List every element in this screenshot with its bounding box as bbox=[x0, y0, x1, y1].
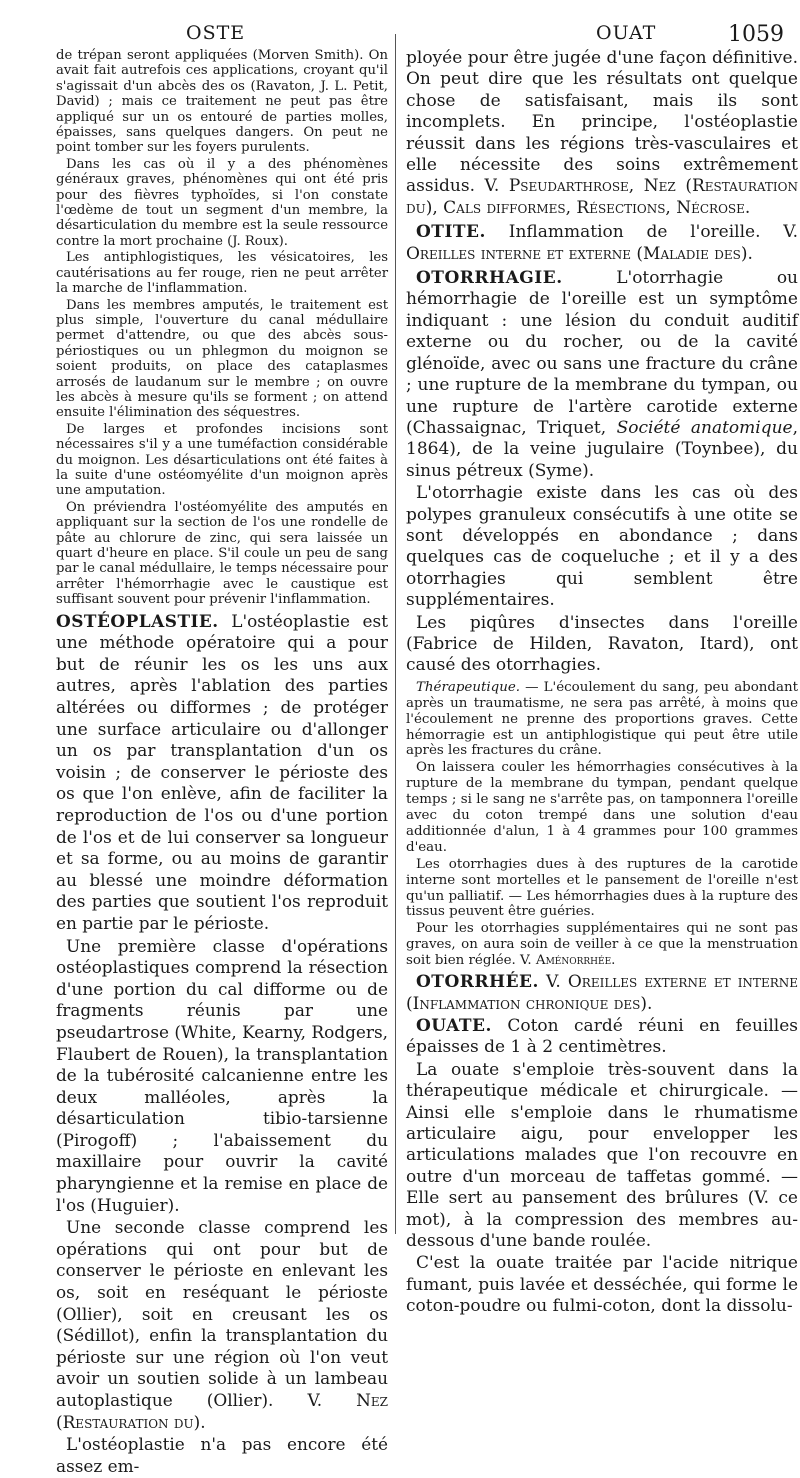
paragraph: L'ostéoplastie n'a pas encore été assez em- bbox=[56, 1434, 388, 1476]
entry-ouate bbox=[406, 1016, 798, 1059]
right-column bbox=[406, 48, 798, 1319]
cross-reference: Pseudarthrose, Nez (Restauration du), Cals difformes, Résections, Nécrose. bbox=[406, 176, 798, 218]
paragraph-text: Une seconde classe comprend les opérations qui ont pour but de conserver le périoste en enlevant les os, soit en reséquant le périoste (Ollier), soit en creusant les os (Sédillot), enfin la transplantation du périoste sur une région où l'on veut avoir un soutien solide à un lambeau autoplastique (Ollier). V. bbox=[56, 1217, 388, 1410]
page-number: 1059 bbox=[728, 22, 784, 47]
paragraph: De larges et profondes incisions sont nécessaires s'il y a une tuméfaction considérable du moignon. Les désarticulations ont été faites à la suite d'une ostéomyélite d'un moignon après une amputation. bbox=[56, 421, 388, 499]
entry-headword: OUATE. bbox=[416, 1015, 492, 1036]
column-divider bbox=[395, 34, 396, 1234]
header-right-keyword: OUAT bbox=[596, 22, 657, 44]
entry-headword: OTORRHAGIE. bbox=[416, 268, 563, 289]
cross-reference: Nez (Restauration du). bbox=[56, 1390, 388, 1432]
paragraph: On préviendra l'ostéomyélite des amputés en appliquant sur la section de l'os une rondelle de pâte au chlorure de zinc, qui sera laissée un quart d'heure en place. S'il coule un peu de sang par le canal médullaire, le temps nécessaire pour arrêter l'hémorrhagie avec le caustique est suffisant souvent pour prévenir l'inflammation. bbox=[56, 499, 388, 608]
entry-text: Coton cardé réuni en feuilles épaisses de 1 à 2 centimètres. bbox=[406, 1015, 798, 1058]
cross-reference: Oreilles externe et interne (Inflammation chronique des). bbox=[406, 972, 798, 1014]
paragraph: La ouate s'emploie très-souvent dans la thérapeutique médicale et chirurgicale. — Ainsi elle s'emploie dans le rhumatisme articulaire aigu, pour envelopper les articulations malades que l'on recouvre en outre d'un morceau de taffetas gommé. — Elle sert au pansement des brûlures (V. ce mot), à la compression des membres au-dessous d'une bande roulée. bbox=[406, 1059, 798, 1251]
paragraph: L'otorrhagie existe dans les cas où des polypes granuleux consécutifs à une otite se sont développés en abondance ; dans quelques cas de coqueluche ; et il y a des otorrhagies qui semblent être supplémentaires. bbox=[406, 483, 798, 611]
paragraph: Les piqûres d'insectes dans l'oreille (Fabrice de Hilden, Ravaton, Itard), ont causé des otorrhagies. bbox=[406, 612, 798, 676]
therapeutique-paragraph bbox=[406, 680, 798, 760]
header-left-keyword: OSTE bbox=[186, 22, 246, 44]
entry-text: L'otorrhagie ou hémorrhagie de l'oreille est un symptôme indiquant : une lésion du conduit auditif externe ou du rocher, ou de la cavité glénoïde, avec ou sans une fracture du crâne ; une rupture de la membrane du tympan, ou une rupture de l'artère carotide externe (Chassaignac, Triquet, bbox=[406, 268, 798, 438]
left-column bbox=[56, 48, 388, 1478]
right-large-text-block bbox=[406, 48, 798, 677]
entry-osteoplastie bbox=[56, 611, 388, 935]
paragraph: Les otorrhagies dues à des ruptures de la carotide interne sont mortelles et le pansement de l'oreille n'est qu'un palliatif. — Les hémorrhagies dues à la rupture des tissus peuvent être guéries. bbox=[406, 856, 798, 920]
paragraph bbox=[56, 1217, 388, 1433]
paragraph: Les antiphlogistiques, les vésicatoires, les cautérisations au fer rouge, rien ne peut arrêter la marche de l'inflammation. bbox=[56, 250, 388, 297]
paragraph: Une première classe d'opérations ostéoplastiques comprend la résection d'une portion du cal difforme ou de fragments réunis par une pseudartrose (White, Kearny, Rodgers, Flaubert de Rouen), la transplantation de la tubérosité calcanienne entre les deux malléoles, après la désarticulation tibio-tarsienne (Pirogoff) ; l'abaissement du maxillaire pour ouvrir la cavité pharyngienne et la remise en place de l'os (Huguier). bbox=[56, 935, 388, 1215]
paragraph: Dans les membres amputés, le traitement est plus simple, l'ouverture du canal médullaire permet d'attendre, ou que des abcès sous-périostiques ou un phlegmon du moignon se soient produits, on place des cataplasmes arrosés de laudanum sur le membre ; on ouvre les abcès à mesure qu'ils se forment ; on attend ensuite l'élimination des séquestres. bbox=[56, 297, 388, 421]
cross-reference: Aménorrhée. bbox=[535, 953, 616, 969]
right-small-text-block bbox=[406, 680, 798, 969]
italic-citation: Société anatomique bbox=[616, 417, 793, 438]
entry-text: L'ostéoplastie est une méthode opératoire qui a pour but de réunir les os les uns aux autres, après l'ablation des parties altérées ou difformes ; de protéger une surface articulaire ou d'allonger un os par transplantation d'un os voisin ; de conserver le périoste des os que l'on enlève, afin de faciliter la reproduction de l'os ou d'une portion de l'os et de lui conserver sa longueur et sa forme, ou au moins de garantir au blessé une moindre déformation des parties que soutient l'os reproduit en partie par le périoste. bbox=[56, 610, 389, 933]
entry-otorrhee bbox=[406, 972, 798, 1015]
entry-headword: OSTÉOPLASTIE. bbox=[56, 610, 219, 631]
right-large-text-block-2 bbox=[406, 972, 798, 1318]
entry-headword: OTITE. bbox=[416, 222, 486, 243]
paragraph-text: Pour les otorrhagies supplémentaires qui ne sont pas graves, on aura soin de veiller à ce que la menstruation soit bien réglée. V. bbox=[406, 921, 798, 969]
paragraph bbox=[406, 921, 798, 969]
running-header bbox=[56, 0, 796, 48]
paragraph: C'est la ouate traitée par l'acide nitrique fumant, puis lavée et desséchée, qui forme le coton-poudre ou fulmi-coton, dont la dissolu- bbox=[406, 1253, 798, 1317]
entry-otorrhagie bbox=[406, 268, 798, 482]
left-small-text-block bbox=[56, 48, 388, 608]
entry-text: V. bbox=[546, 972, 561, 993]
left-large-text-block bbox=[56, 611, 388, 1478]
entry-headword: OTORRHÉE. bbox=[416, 972, 539, 993]
paragraph: de trépan seront appliquées (Morven Smith). On avait fait autrefois ces applications, croyant qu'il s'agissait d'un abcès des os (Ravaton, J. L. Petit, David) ; mais ce traitement ne peut pas être appliqué sur un os entouré de parties molles, épaisses, sans quelques dangers. On peut ne point tomber sur les foyers purulents. bbox=[56, 48, 388, 156]
paragraph bbox=[406, 48, 798, 219]
cross-reference: Oreilles interne et externe (Maladie des). bbox=[406, 243, 753, 264]
paragraph: On laissera couler les hémorrhagies consécutives à la rupture de la membrane du tympan, pendant quelque temps ; si le sang ne s'arrête pas, on tamponnera l'oreille avec du coton trempé dans une solution d'eau additionnée d'alun, 1 à 4 grammes pour 100 grammes d'eau. bbox=[406, 760, 798, 855]
section-label: Thérapeutique. bbox=[416, 679, 521, 695]
paragraph-text: — L'écoulement du sang, peu abondant après un traumatisme, ne sera pas arrêté, à moins que l'écoulement ne prenne des proportions graves. Cette hémorragie est un antiphlogistique qui peut être utile après les fractures du crâne. bbox=[406, 679, 798, 759]
entry-otite bbox=[406, 222, 798, 265]
entry-text: Inflammation de l'oreille. V. bbox=[508, 222, 799, 243]
entry-text: , 1864), de la veine jugulaire (Toynbee), du sinus pétreux (Syme). bbox=[406, 417, 799, 481]
paragraph: Dans les cas où il y a des phénomènes généraux graves, phénomènes qui ont été pris pour des fièvres typhoïdes, si l'on constate l'œdème de tout un segment d'un membre, la désarticulation du membre est la seule ressource contre la mort prochaine (J. Roux). bbox=[56, 156, 388, 249]
paragraph-text: ployée pour être jugée d'une façon définitive. On peut dire que les résultats ont quelque chose de satisfaisant, mais ils sont incomplets. En principe, l'ostéoplastie réussit dans les régions très-vasculaires et elle nécessite des soins extrêmement assidus. V. bbox=[406, 48, 798, 197]
